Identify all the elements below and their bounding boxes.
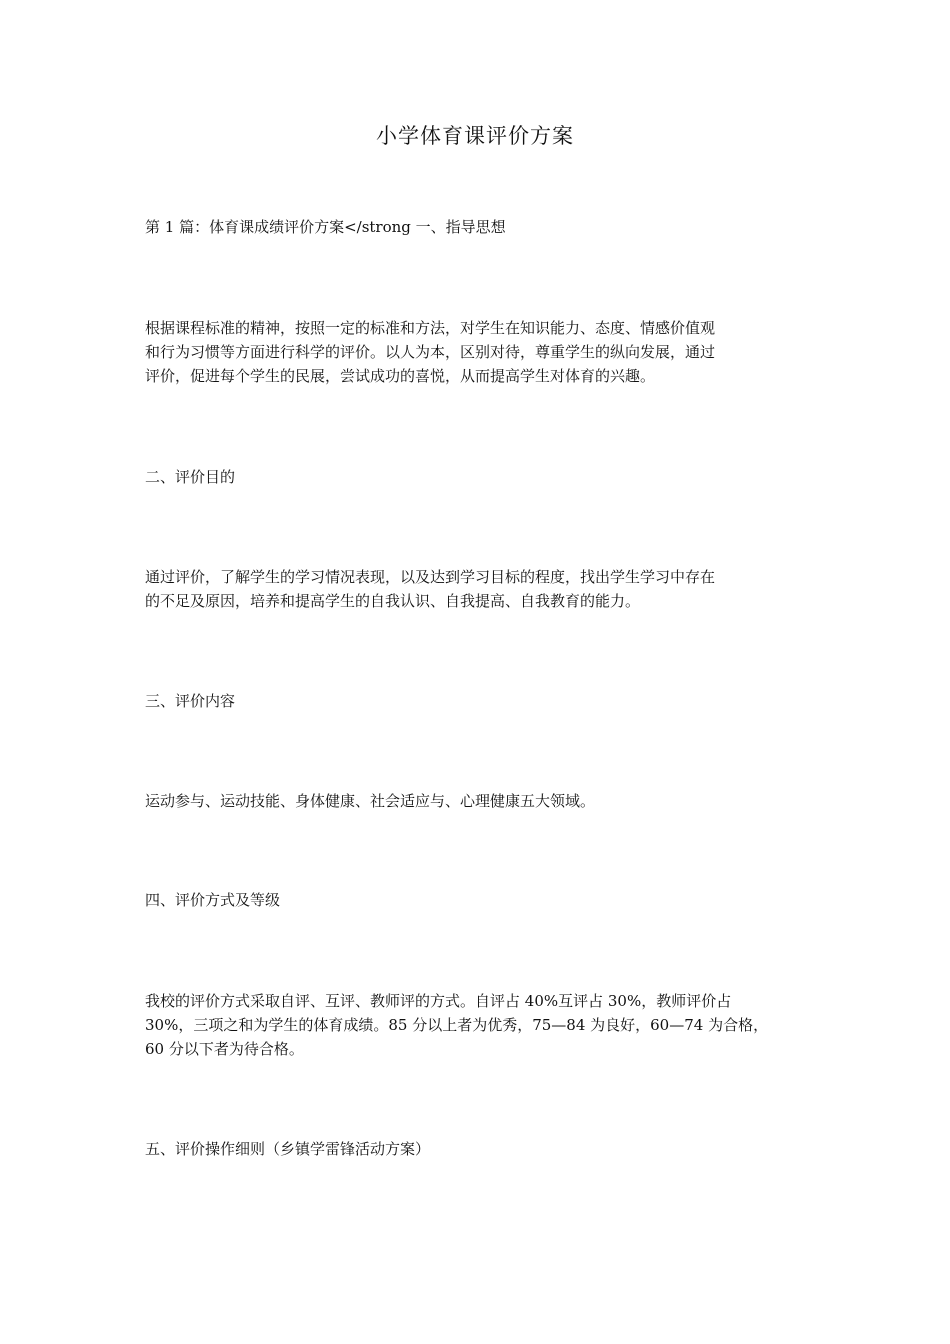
heading-text: 三、评价内容 — [145, 692, 236, 710]
heading-text: 第 1 篇：体育课成绩评价方案</strong 一、指导思想 — [145, 218, 506, 236]
paragraph-evaluation-content — [145, 789, 810, 813]
section-heading-3 — [145, 689, 810, 713]
section-heading-1 — [145, 215, 810, 239]
paragraph-line: 和行为习惯等方面进行科学的评价。以人为本，区别对待，尊重学生的纵向发展，通过 — [145, 343, 716, 361]
paragraph-evaluation-method — [145, 989, 810, 1061]
paragraph-line: 运动参与、运动技能、身体健康、社会适应与、心理健康五大领域。 — [145, 792, 596, 810]
document-title: 小学体育课评价方案 — [376, 124, 574, 148]
heading-text: 五、评价操作细则（乡镇学雷锋活动方案） — [145, 1140, 431, 1158]
heading-text: 二、评价目的 — [145, 468, 236, 486]
paragraph-line: 60 分以下者为待合格。 — [145, 1040, 304, 1058]
paragraph-line: 通过评价，了解学生的学习情况表现，以及达到学习目标的程度，找出学生学习中存在 — [145, 568, 716, 586]
paragraph-line: 我校的评价方式采取自评、互评、教师评的方式。自评占 40%互评占 30%，教师评价占 — [145, 992, 732, 1010]
paragraph-evaluation-purpose — [145, 565, 810, 613]
paragraph-guiding-ideology — [145, 316, 810, 388]
paragraph-line: 根据课程标准的精神，按照一定的标准和方法，对学生在知识能力、态度、情感价值观 — [145, 319, 716, 337]
section-heading-5 — [145, 1137, 810, 1161]
paragraph-line: 的不足及原因，培养和提高学生的自我认识、自我提高、自我教育的能力。 — [145, 592, 641, 610]
paragraph-line: 30%，三项之和为学生的体育成绩。85 分以上者为优秀，75—84 为良好，60—74 为合格， — [145, 1016, 769, 1034]
section-heading-2 — [145, 465, 810, 489]
section-heading-4 — [145, 888, 810, 912]
paragraph-line: 评价，促进每个学生的民展，尝试成功的喜悦，从而提高学生对体育的兴趣。 — [145, 367, 656, 385]
heading-text: 四、评价方式及等级 — [145, 891, 281, 909]
